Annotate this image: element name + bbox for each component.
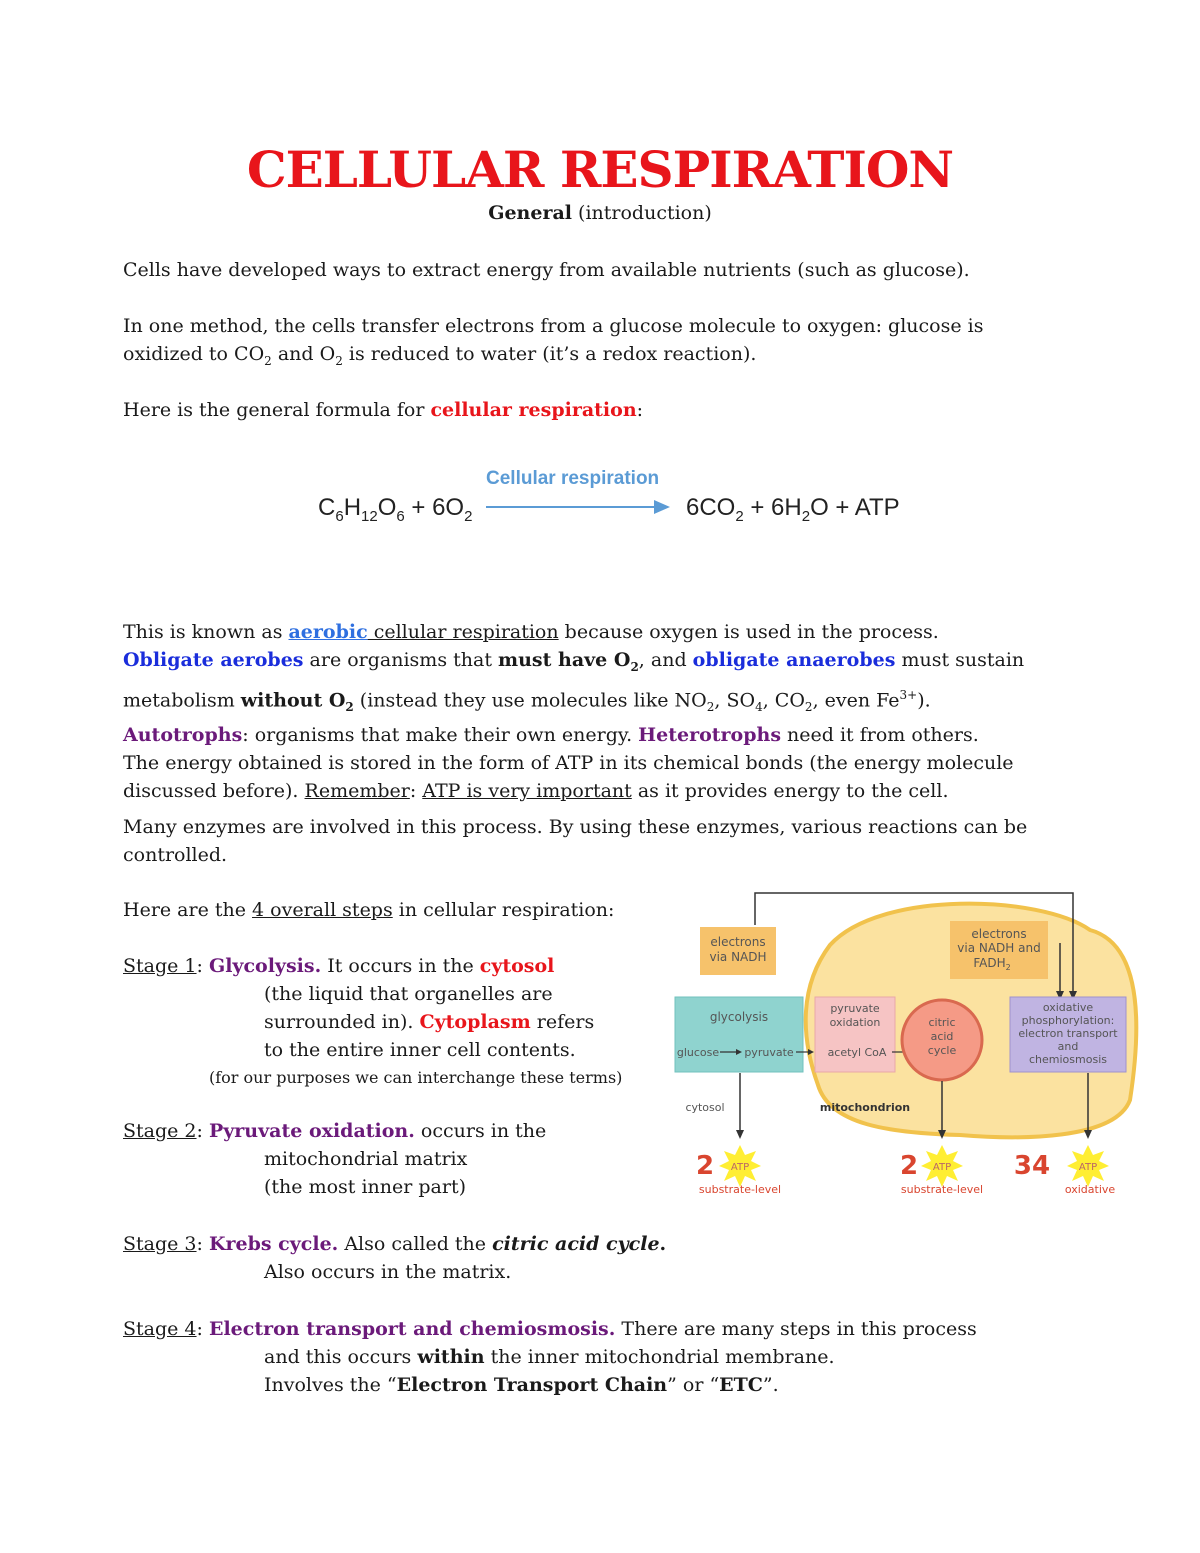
stage-2-line-2: mitochondrial matrix <box>264 1148 468 1170</box>
stage-4-line-3: Involves the “Electron Transport Chain” or “ETC”. <box>264 1374 779 1396</box>
cac-l2: acid <box>930 1030 954 1043</box>
enzymes-line-2: controlled. <box>123 844 228 866</box>
subtitle <box>0 202 1200 224</box>
redox-line-1: In one method, the cells transfer electrons from a glucose molecule to oxygen: glucose is <box>123 315 984 337</box>
steps-intro: Here are the 4 overall steps in cellular respiration: <box>123 899 615 921</box>
atp-label-3: ATP <box>1078 1162 1098 1173</box>
redox-paragraph <box>123 312 983 375</box>
enzymes-paragraph <box>123 813 1027 869</box>
pyruvate-ox-l2: oxidation <box>829 1016 881 1029</box>
aerobic-line-3: metabolism without $O_2$ (instead they use molecules like $NO_2$, $SO_4$, $CO_2$, even $Fe^{3+}$). <box>123 687 931 714</box>
ox-l2: phosphorylation: <box>1021 1014 1115 1027</box>
stage-1-line-2: (the liquid that organelles are <box>264 983 553 1005</box>
aerobic-line-6: discussed before). Remember: ATP is very important as it provides energy to the cell. <box>123 779 949 802</box>
stage-2-line-3: (the most inner part) <box>264 1176 466 1198</box>
glucose-label: glucose <box>676 1046 720 1059</box>
subtitle-rest: (introduction) <box>572 202 712 224</box>
stage-1-line-3: surrounded in). Cytoplasm refers <box>264 1011 595 1033</box>
atp-label-2: ATP <box>932 1162 952 1173</box>
aerobic-line-1: This is known as aerobic cellular respiration because oxygen is used in the process. <box>123 621 939 643</box>
stage-4-line-2: and this occurs within the inner mitochondrial membrane. <box>264 1346 835 1368</box>
electrons-nadh-fadh-l3: $FADH_2$ <box>973 956 1011 972</box>
ox-l4: and <box>1057 1040 1079 1053</box>
electrons-nadh-fadh-l1: electrons <box>971 927 1027 941</box>
ox-l3: electron transport <box>1018 1027 1118 1040</box>
cac-l1: citric <box>928 1016 956 1029</box>
redox-line-2: oxidized to $CO_2$ and $O_2$ is reduced to water (it’s a redox reaction). <box>123 343 757 368</box>
atp-count-3: 34 <box>1013 1151 1051 1181</box>
atp-type-3: oxidative <box>1064 1183 1116 1196</box>
aerobic-line-5: The energy obtained is stored in the form of ATP in its chemical bonds (the energy molecule <box>123 751 1014 774</box>
enzymes-line-1: Many enzymes are involved in this process. By using these enzymes, various reactions can be <box>123 816 1028 838</box>
electrons-nadh-l1: electrons <box>710 935 766 949</box>
pyruvate-label: pyruvate <box>744 1046 794 1059</box>
ox-l1: oxidative <box>1042 1001 1094 1014</box>
formula-intro: Here is the general formula for cellular respiration: <box>123 399 644 421</box>
stage-3-line-2: Also occurs in the matrix. <box>264 1261 512 1283</box>
stage-2: Stage 2: Pyruvate oxidation. occurs in the mitochondrial matrix (the most inner part) <box>123 1117 546 1201</box>
atp-count-2: 2 <box>899 1151 919 1181</box>
stage-1-note: (for our purposes we can interchange these terms) <box>209 1068 623 1087</box>
page-title: CELLULAR RESPIRATION <box>246 140 954 199</box>
glycolysis-label: glycolysis <box>709 1010 769 1024</box>
stage-3: Stage 3: Krebs cycle. Also called the citric acid cycle. Also occurs in the matrix. <box>123 1230 666 1286</box>
stage-1: Stage 1: Glycolysis. It occurs in the cytosol (the liquid that organelles are surrounded in). Cytoplasm refers to the entire inner cell contents. (for our purposes we can interchange these terms) <box>123 952 622 1092</box>
electrons-nadh-l2: via NADH <box>709 950 767 964</box>
cac-l3: cycle <box>927 1044 957 1057</box>
aerobic-line-2: Obligate aerobes are organisms that must have $O_2$, and obligate anaerobes must sustain <box>123 649 1025 674</box>
atp-type-1: substrate-level <box>698 1183 782 1196</box>
cytosol-label: cytosol <box>685 1101 725 1114</box>
stage-4: Stage 4: Electron transport and chemiosmosis. There are many steps in this process and this occurs within the inner mitochondrial membrane. Involves the “Electron Transport Chain” or “ETC”. <box>123 1315 977 1399</box>
electrons-nadh-fadh-l2: via NADH and <box>957 941 1041 955</box>
subtitle-bold: General <box>488 202 572 224</box>
aerobic-line-4: Autotrophs: organisms that make their own energy. Heterotrophs need it from others. <box>123 723 979 746</box>
respiration-diagram <box>660 885 1140 1205</box>
formula-products: $6CO_2 + 6H_2O$ + ATP <box>686 494 900 525</box>
atp-label-1: ATP <box>730 1162 750 1173</box>
glycolysis-box <box>675 997 803 1072</box>
intro-paragraph: Cells have developed ways to extract energy from available nutrients (such as glucose). <box>123 259 970 281</box>
mitochondrion-label: mitochondrion <box>819 1101 911 1114</box>
acetyl-coa-label: acetyl CoA <box>827 1046 887 1059</box>
arrow-label: Cellular respiration <box>486 468 660 489</box>
aerobic-paragraph <box>123 618 1024 805</box>
atp-type-2: substrate-level <box>900 1183 984 1196</box>
stage-1-line-4: to the entire inner cell contents. <box>264 1039 576 1061</box>
pyruvate-ox-l1: pyruvate <box>830 1002 880 1015</box>
reaction-arrow <box>484 496 674 518</box>
formula-reactants: $C_6H_{12}O_6 + 6O_2$ <box>318 494 473 525</box>
atp-count-1: 2 <box>695 1151 715 1181</box>
ox-l5: chemiosmosis <box>1029 1053 1107 1066</box>
